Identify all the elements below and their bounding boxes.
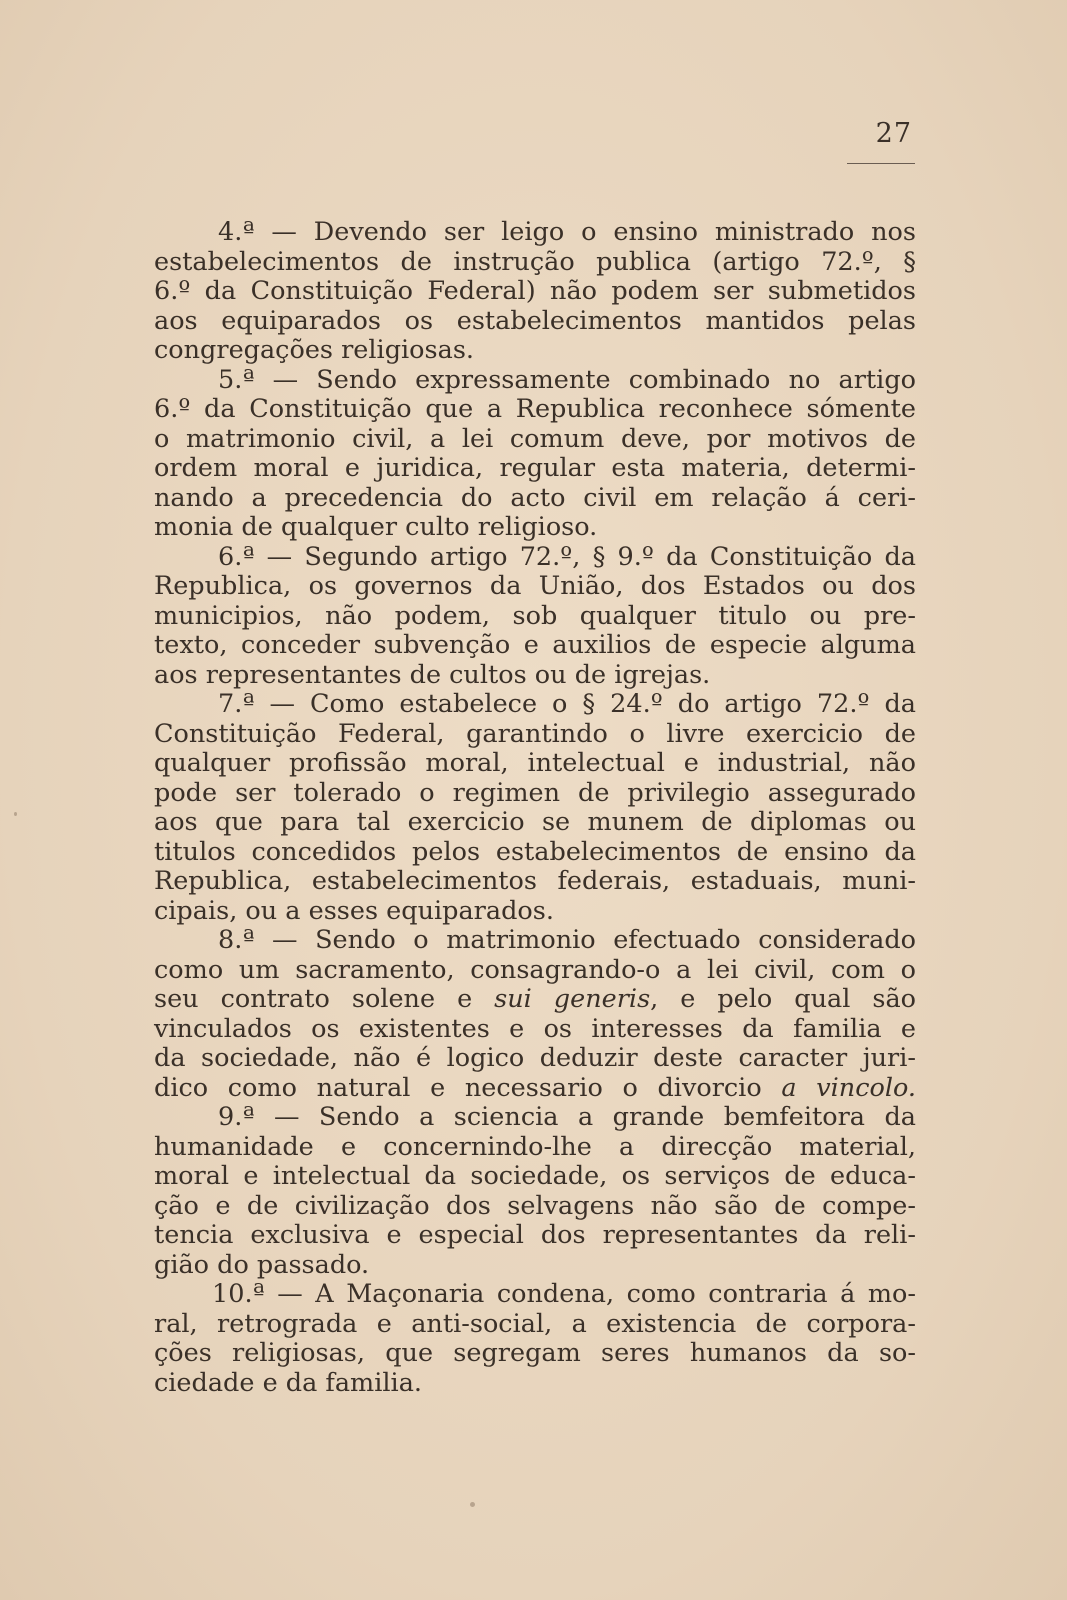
text-line: cipais, ou a esses equiparados. bbox=[154, 895, 554, 926]
page-number-rule bbox=[847, 163, 915, 164]
text-line: nando a precedencia do acto civil em relação á ceri- bbox=[154, 482, 916, 513]
text-line: 6.º da Constituição que a Republica reconhece sómente bbox=[154, 394, 916, 424]
text-line: ordem moral e juridica, regular esta materia, determi- bbox=[154, 453, 916, 483]
paragraph-6 bbox=[154, 543, 916, 691]
text-line: Republica, estabelecimentos federais, estaduais, muni- bbox=[154, 866, 916, 896]
text-line: 10.ª — A Maçonaria condena, como contraria á mo- bbox=[212, 1279, 916, 1309]
text-line: ciedade e da familia. bbox=[154, 1367, 422, 1398]
text-line: vinculados os existentes e os interesses da familia e bbox=[154, 1013, 916, 1044]
text-line: 8.ª — Sendo o matrimonio efectuado considerado bbox=[218, 925, 916, 955]
text-line: 4.ª — Devendo ser leigo o ensino ministrado nos bbox=[218, 217, 916, 247]
text-line: qualquer profissão moral, intelectual e industrial, não bbox=[154, 748, 916, 778]
text-line: pode ser tolerado o regimen de privilegio assegurado bbox=[154, 777, 916, 808]
text-line: estabelecimentos de instrução publica (artigo 72.º, § bbox=[154, 246, 916, 277]
text-line: texto, conceder subvenção e auxilios de especie alguma bbox=[154, 630, 916, 660]
text-segment: dico como natural e necessario o divorcio bbox=[154, 1072, 782, 1103]
paper-speck bbox=[470, 1502, 475, 1507]
text-line: tencia exclusiva e especial dos representantes da reli- bbox=[154, 1220, 916, 1250]
text-line: humanidade e concernindo-lhe a direcção material, bbox=[154, 1131, 916, 1162]
text-line: aos representantes de cultos ou de igrejas. bbox=[154, 659, 711, 690]
text-line bbox=[154, 1074, 916, 1104]
text-line: ral, retrograda e anti-social, a existencia de corpora- bbox=[154, 1308, 916, 1339]
italic-term: sui generis bbox=[494, 984, 651, 1014]
text-line bbox=[154, 985, 916, 1015]
text-line: 6.º da Constituição Federal) não podem ser submetidos bbox=[154, 276, 916, 306]
text-line: 7.ª — Como estabelece o § 24.º do artigo 72.º da bbox=[218, 689, 916, 719]
paper-speck bbox=[14, 812, 17, 816]
text-line: 5.ª — Sendo expressamente combinado no artigo bbox=[218, 364, 916, 395]
text-line: moral e intelectual da sociedade, os serviços de educa- bbox=[154, 1161, 916, 1191]
text-line: aos que para tal exercicio se munem de diplomas ou bbox=[154, 807, 916, 837]
paragraph-10 bbox=[154, 1280, 916, 1398]
text-line: o matrimonio civil, a lei comum deve, por motivos de bbox=[154, 423, 916, 454]
text-line: como um sacramento, consagrando-o a lei civil, com o bbox=[154, 954, 916, 985]
text-line: municipios, não podem, sob qualquer titulo ou pre- bbox=[154, 600, 916, 631]
paragraph-9 bbox=[154, 1103, 916, 1280]
text-line: congregações religiosas. bbox=[154, 335, 475, 365]
text-line: gião do passado. bbox=[154, 1249, 370, 1280]
paragraph-5 bbox=[154, 366, 916, 543]
paragraph-7 bbox=[154, 690, 916, 926]
text-line: aos equiparados os estabelecimentos mantidos pelas bbox=[154, 305, 916, 336]
document-body bbox=[154, 218, 916, 1398]
text-line: Republica, os governos da União, dos Estados ou dos bbox=[154, 571, 916, 601]
text-line: ções religiosas, que segregam seres humanos da so- bbox=[154, 1338, 916, 1368]
text-line: 9.ª — Sendo a sciencia a grande bemfeitora da bbox=[218, 1102, 916, 1132]
text-line: titulos concedidos pelos estabelecimentos de ensino da bbox=[154, 836, 916, 867]
text-line: monia de qualquer culto religioso. bbox=[154, 512, 598, 542]
text-line: 6.ª — Segundo artigo 72.º, § 9.º da Constituição da bbox=[218, 541, 916, 572]
text-segment: seu contrato solene e bbox=[154, 984, 495, 1014]
page-number: 27 bbox=[875, 118, 912, 149]
text-line: ção e de civilização dos selvagens não são de compe- bbox=[154, 1190, 916, 1221]
text-segment: , e pelo qual são bbox=[650, 984, 916, 1014]
text-line: da sociedade, não é logico deduzir deste caracter juri- bbox=[154, 1043, 916, 1073]
text-line: Constituição Federal, garantindo o livre exercicio de bbox=[154, 718, 916, 749]
paragraph-8 bbox=[154, 926, 916, 1103]
italic-term: a vincolo. bbox=[781, 1072, 917, 1103]
paragraph-4 bbox=[154, 218, 916, 366]
